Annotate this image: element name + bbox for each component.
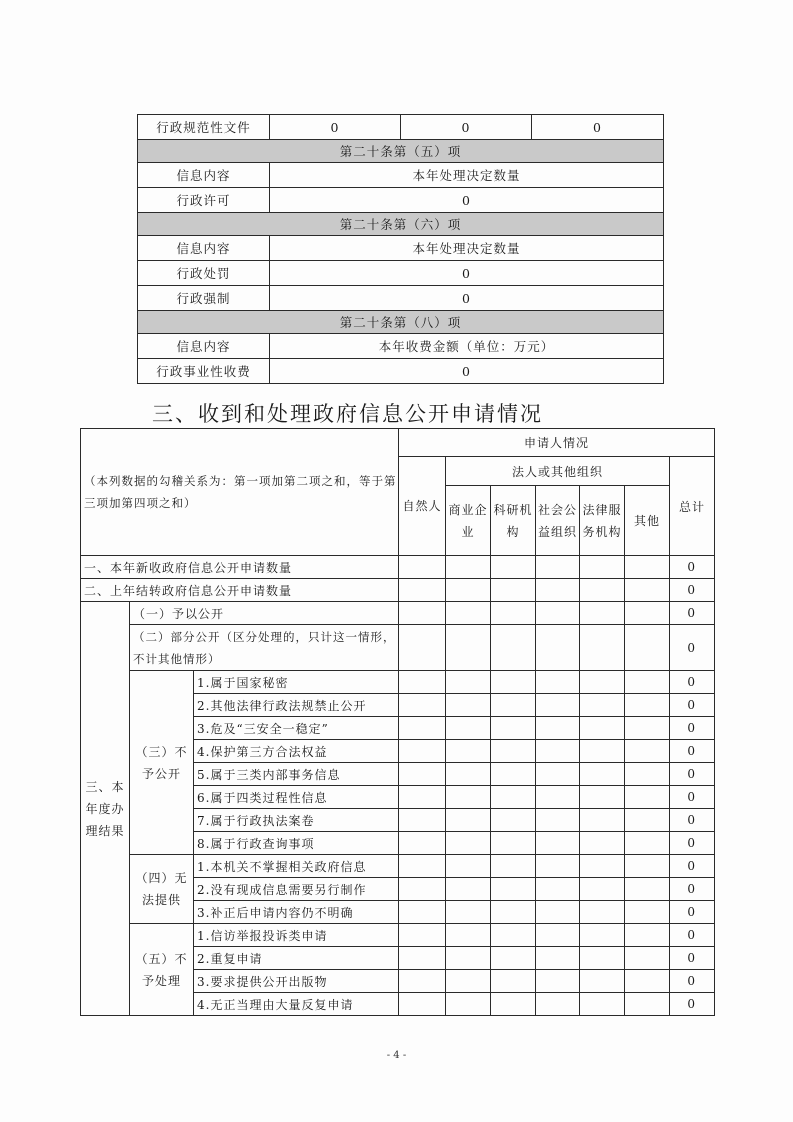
table-row	[81, 671, 715, 694]
row-total: 0	[670, 809, 715, 832]
table-row	[138, 359, 664, 384]
empty-cell	[446, 740, 491, 763]
group-label: （四）无法提供	[130, 855, 194, 924]
empty-cell	[399, 924, 446, 947]
empty-cell	[536, 694, 580, 717]
empty-cell	[580, 579, 625, 602]
empty-cell	[625, 947, 670, 970]
empty-cell	[625, 717, 670, 740]
cell-value: 本年收费金额（单位：万元）	[270, 334, 664, 359]
row-label: 信息内容	[138, 236, 270, 261]
empty-cell	[491, 901, 536, 924]
row-total: 0	[670, 694, 715, 717]
table-row	[81, 429, 715, 457]
section-header: 第二十条第（五）项	[138, 140, 664, 163]
empty-cell	[625, 763, 670, 786]
col-business: 商业企业	[446, 486, 491, 556]
empty-cell	[446, 901, 491, 924]
empty-cell	[536, 947, 580, 970]
empty-cell	[399, 901, 446, 924]
empty-cell	[446, 694, 491, 717]
empty-cell	[580, 694, 625, 717]
empty-cell	[491, 763, 536, 786]
row-label: 2.重复申请	[194, 947, 399, 970]
row-total: 0	[670, 602, 715, 625]
empty-cell	[399, 694, 446, 717]
cell-value: 本年处理决定数量	[270, 236, 664, 261]
table-row	[138, 311, 664, 334]
cell-value: 0	[270, 188, 664, 213]
empty-cell	[491, 855, 536, 878]
col-other: 其他	[625, 486, 670, 556]
empty-cell	[446, 947, 491, 970]
empty-cell	[491, 625, 536, 671]
empty-cell	[536, 970, 580, 993]
empty-cell	[580, 878, 625, 901]
row-label: 1.属于国家秘密	[194, 671, 399, 694]
table-row	[138, 236, 664, 261]
row-total: 0	[670, 671, 715, 694]
empty-cell	[536, 717, 580, 740]
empty-cell	[399, 671, 446, 694]
cell-value: 0	[270, 115, 401, 140]
empty-cell	[491, 832, 536, 855]
empty-cell	[536, 993, 580, 1016]
section-header: 第二十条第（六）项	[138, 213, 664, 236]
table-row	[81, 625, 715, 671]
table-row	[81, 924, 715, 947]
empty-cell	[580, 671, 625, 694]
col-legal-service: 法律服务机构	[580, 486, 625, 556]
empty-cell	[399, 625, 446, 671]
row-label: 4.保护第三方合法权益	[194, 740, 399, 763]
empty-cell	[536, 579, 580, 602]
empty-cell	[446, 625, 491, 671]
empty-cell	[625, 993, 670, 1016]
row-total: 0	[670, 855, 715, 878]
row-total: 0	[670, 717, 715, 740]
cell-value: 0	[401, 115, 532, 140]
empty-cell	[625, 556, 670, 579]
disclosure-stats-table	[137, 114, 664, 384]
empty-cell	[399, 855, 446, 878]
empty-cell	[446, 602, 491, 625]
empty-cell	[446, 878, 491, 901]
empty-cell	[491, 579, 536, 602]
empty-cell	[491, 717, 536, 740]
cell-value: 0	[532, 115, 664, 140]
empty-cell	[625, 809, 670, 832]
row-label: 行政规范性文件	[138, 115, 270, 140]
applicant-header: 申请人情况	[399, 429, 715, 457]
row-label: （一）予以公开	[130, 602, 399, 625]
empty-cell	[536, 924, 580, 947]
empty-cell	[491, 740, 536, 763]
empty-cell	[446, 855, 491, 878]
table-row	[138, 140, 664, 163]
empty-cell	[536, 671, 580, 694]
empty-cell	[580, 947, 625, 970]
empty-cell	[536, 901, 580, 924]
empty-cell	[536, 855, 580, 878]
table-row	[138, 213, 664, 236]
row-total: 0	[670, 947, 715, 970]
empty-cell	[580, 740, 625, 763]
cell-value: 本年处理决定数量	[270, 163, 664, 188]
empty-cell	[491, 556, 536, 579]
empty-cell	[491, 671, 536, 694]
table-row	[138, 261, 664, 286]
empty-cell	[491, 786, 536, 809]
empty-cell	[580, 763, 625, 786]
row-label: 行政强制	[138, 286, 270, 311]
empty-cell	[625, 878, 670, 901]
row-total: 0	[670, 786, 715, 809]
row-total: 0	[670, 625, 715, 671]
row-label: 7.属于行政执法案卷	[194, 809, 399, 832]
row-total: 0	[670, 970, 715, 993]
empty-cell	[491, 993, 536, 1016]
row-total: 0	[670, 763, 715, 786]
empty-cell	[446, 832, 491, 855]
group-label: （五）不予处理	[130, 924, 194, 1016]
row-label: 一、本年新收政府信息公开申请数量	[81, 556, 399, 579]
empty-cell	[399, 947, 446, 970]
table-row	[81, 855, 715, 878]
empty-cell	[491, 970, 536, 993]
empty-cell	[446, 579, 491, 602]
row-label: （二）部分公开（区分处理的，只计这一情形，不计其他情形）	[130, 625, 399, 671]
empty-cell	[399, 579, 446, 602]
empty-cell	[625, 901, 670, 924]
page-number: - 4 -	[386, 1050, 407, 1061]
row-total: 0	[670, 740, 715, 763]
results-label: 三、本年度办理结果	[81, 602, 130, 1016]
empty-cell	[491, 947, 536, 970]
empty-cell	[399, 786, 446, 809]
empty-cell	[536, 763, 580, 786]
empty-cell	[580, 970, 625, 993]
empty-cell	[446, 809, 491, 832]
empty-cell	[580, 717, 625, 740]
empty-cell	[399, 809, 446, 832]
table-row	[138, 334, 664, 359]
table-row	[81, 579, 715, 602]
empty-cell	[446, 786, 491, 809]
empty-cell	[399, 993, 446, 1016]
empty-cell	[625, 855, 670, 878]
empty-cell	[625, 924, 670, 947]
row-total: 0	[670, 924, 715, 947]
row-label: 4.无正当理由大量反复申请	[194, 993, 399, 1016]
empty-cell	[580, 556, 625, 579]
empty-cell	[491, 878, 536, 901]
empty-cell	[536, 625, 580, 671]
row-total: 0	[670, 579, 715, 602]
row-label: 信息内容	[138, 334, 270, 359]
row-label: 行政许可	[138, 188, 270, 213]
empty-cell	[536, 809, 580, 832]
col-total: 总计	[670, 457, 715, 556]
table-row	[138, 115, 664, 140]
empty-cell	[491, 694, 536, 717]
row-label: 1.信访举报投诉类申请	[194, 924, 399, 947]
empty-cell	[536, 878, 580, 901]
empty-cell	[446, 717, 491, 740]
row-total: 0	[670, 993, 715, 1016]
empty-cell	[491, 924, 536, 947]
empty-cell	[580, 832, 625, 855]
col-research: 科研机构	[491, 486, 536, 556]
empty-cell	[536, 832, 580, 855]
row-total: 0	[670, 556, 715, 579]
empty-cell	[580, 809, 625, 832]
cell-value: 0	[270, 261, 664, 286]
empty-cell	[399, 970, 446, 993]
group-label: （三）不予公开	[130, 671, 194, 855]
row-label: 2.其他法律行政法规禁止公开	[194, 694, 399, 717]
row-label: 5.属于三类内部事务信息	[194, 763, 399, 786]
empty-cell	[625, 579, 670, 602]
empty-cell	[580, 602, 625, 625]
empty-cell	[625, 832, 670, 855]
cell-value: 0	[270, 359, 664, 384]
empty-cell	[536, 602, 580, 625]
empty-cell	[580, 786, 625, 809]
empty-cell	[491, 602, 536, 625]
legal-entity-header: 法人或其他组织	[446, 457, 670, 486]
empty-cell	[399, 832, 446, 855]
empty-cell	[446, 671, 491, 694]
col-public-welfare: 社会公益组织	[536, 486, 580, 556]
row-label: 信息内容	[138, 163, 270, 188]
empty-cell	[580, 901, 625, 924]
empty-cell	[536, 786, 580, 809]
empty-cell	[625, 602, 670, 625]
row-label: 3.危及“三安全一稳定”	[194, 717, 399, 740]
section-title: 三、收到和处理政府信息公开申请情况	[152, 402, 543, 426]
row-label: 二、上年结转政府信息公开申请数量	[81, 579, 399, 602]
table-row	[138, 188, 664, 213]
cell-value: 0	[270, 286, 664, 311]
empty-cell	[446, 924, 491, 947]
empty-cell	[399, 602, 446, 625]
empty-cell	[399, 556, 446, 579]
empty-cell	[580, 993, 625, 1016]
empty-cell	[399, 763, 446, 786]
row-label: 3.要求提供公开出版物	[194, 970, 399, 993]
empty-cell	[625, 740, 670, 763]
empty-cell	[446, 763, 491, 786]
empty-cell	[399, 878, 446, 901]
row-label: 2.没有现成信息需要另行制作	[194, 878, 399, 901]
empty-cell	[580, 625, 625, 671]
empty-cell	[491, 809, 536, 832]
table-row	[81, 602, 715, 625]
empty-cell	[625, 694, 670, 717]
empty-cell	[580, 855, 625, 878]
empty-cell	[446, 993, 491, 1016]
empty-cell	[625, 671, 670, 694]
table-row	[138, 286, 664, 311]
row-label: 1.本机关不掌握相关政府信息	[194, 855, 399, 878]
col-natural-person: 自然人	[399, 457, 446, 556]
empty-cell	[625, 970, 670, 993]
empty-cell	[536, 740, 580, 763]
row-label: 3.补正后申请内容仍不明确	[194, 901, 399, 924]
empty-cell	[625, 786, 670, 809]
applications-table	[80, 428, 715, 1016]
row-label: 6.属于四类过程性信息	[194, 786, 399, 809]
row-total: 0	[670, 878, 715, 901]
empty-cell	[399, 717, 446, 740]
row-label: 行政事业性收费	[138, 359, 270, 384]
row-label: 8.属于行政查询事项	[194, 832, 399, 855]
reconciliation-note: （本列数据的勾稽关系为：第一项加第二项之和，等于第三项加第四项之和）	[81, 429, 399, 556]
empty-cell	[580, 924, 625, 947]
empty-cell	[446, 970, 491, 993]
empty-cell	[446, 556, 491, 579]
table-row	[81, 556, 715, 579]
section-header: 第二十条第（八）项	[138, 311, 664, 334]
row-label: 行政处罚	[138, 261, 270, 286]
table-row	[138, 163, 664, 188]
empty-cell	[399, 740, 446, 763]
empty-cell	[536, 556, 580, 579]
row-total: 0	[670, 901, 715, 924]
row-total: 0	[670, 832, 715, 855]
empty-cell	[625, 625, 670, 671]
